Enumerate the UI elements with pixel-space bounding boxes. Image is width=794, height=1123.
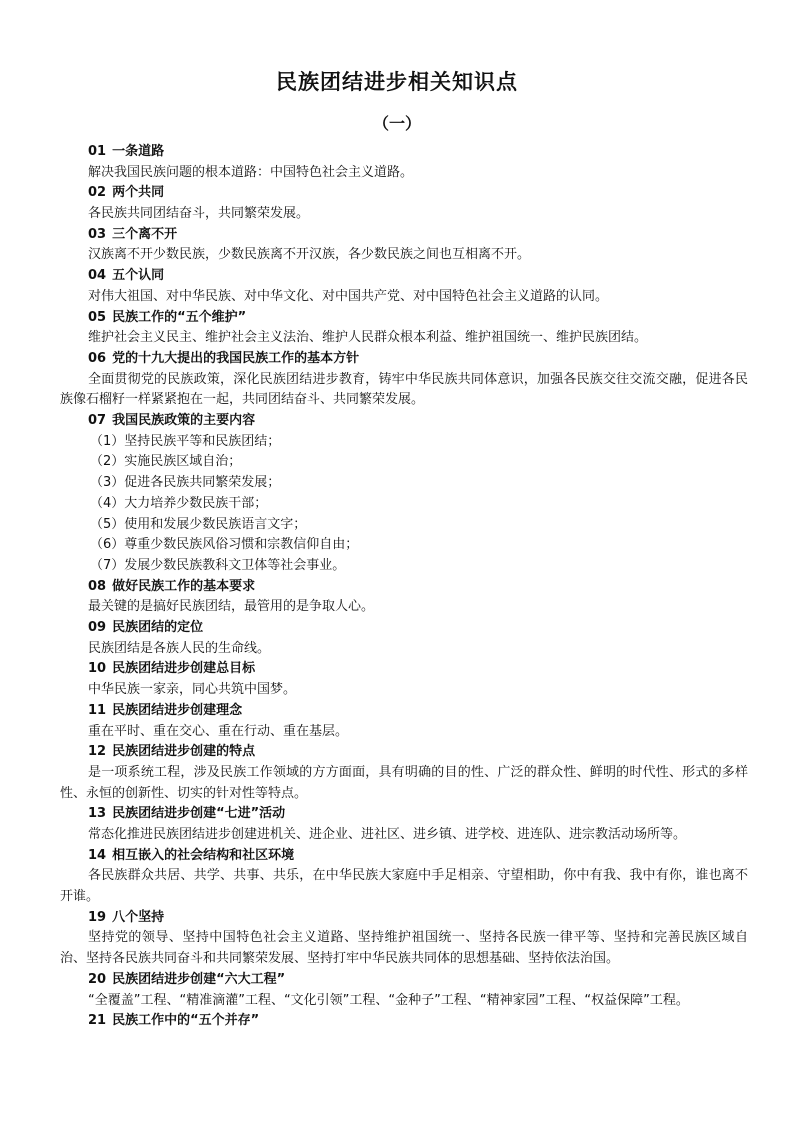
section-number: 09 [88,620,107,636]
section-text: 解决我国民族问题的根本道路：中国特色社会主义道路。 [88,164,414,180]
section-title: 民族团结进步创建的特点 [112,744,256,760]
section-number: 20 [88,971,107,987]
section-title: 相互嵌入的社会结构和社区环境 [112,847,295,863]
section-text: 各民族共同团结奋斗，共同繁荣发展。 [88,206,310,222]
section-text: 汉族离不开少数民族，少数民族离不开汉族，各少数民族之间也互相离不开。 [88,247,531,263]
section-heading [88,142,748,163]
section-number: 08 [88,578,107,594]
section-number: 11 [88,702,107,718]
section-heading [88,659,748,680]
list-item: （3）促进各民族共同繁荣发展； [90,475,281,491]
section-number: 21 [88,1013,107,1029]
section-text: 常态化推进民族团结进步创建进机关、进企业、进社区、进乡镇、进学校、进连队、进宗教活动场所等。 [88,827,687,842]
section-title: 民族团结进步创建“六大工程” [112,971,286,987]
section-heading [88,308,748,329]
page-title: 民族团结进步相关知识点 [276,70,518,94]
section-text: 最关键的是搞好民族团结，最管用的是争取人心。 [88,599,375,615]
section-text: 各民族群众共居、共学、共事、共乐，在中华民族大家庭中手足相亲、守望相助，你中有我、我中有你，谁也离不开谁。 [60,868,748,905]
section-heading [88,225,748,246]
section-title: 做好民族工作的基本要求 [112,578,256,594]
section-title: 一条道路 [112,144,165,159]
section-number: 05 [88,309,107,325]
section-title: 党的十九大提出的我国民族工作的基本方针 [112,350,360,366]
section-heading [88,411,748,432]
section-text: 是一项系统工程，涉及民族工作领域的方方面面，具有明确的目的性、广泛的群众性、鲜明的时代性、形式的多样性、永恒的创新性、切实的针对性等特点。 [60,764,748,801]
section-heading [88,846,748,867]
section-title: 民族团结进步创建理念 [112,702,243,718]
section-number: 14 [88,847,107,863]
section-title: 五个认同 [112,268,165,284]
page-subtitle: （一） [372,114,421,133]
section-text: 维护社会主义民主、维护社会主义法治、维护人民群众根本利益、维护祖国统一、维护民族团结。 [88,330,648,346]
section-heading [88,1011,748,1032]
section-title: 民族工作中的“五个并存” [112,1013,260,1029]
list-item: （6）尊重少数民族风俗习惯和宗教信仰自由； [90,537,359,553]
section-title: 三个离不开 [112,226,178,242]
section-text: 坚持党的领导、坚持中国特色社会主义道路、坚持维护祖国统一、坚持各民族一律平等、坚持和完善民族区域自治、坚持各民族共同奋斗和共同繁荣发展、坚持打牢中华民族共同体的思想基础、坚持依法治国。 [60,930,748,967]
section-heading [88,618,748,639]
section-heading [88,804,748,825]
section-text: 全面贯彻党的民族政策，深化民族团结进步教育，铸牢中华民族共同体意识，加强各民族交往交流交融，促进各民族像石榴籽一样紧紧抱在一起，共同团结奋斗、共同繁荣发展。 [60,371,748,408]
section-number: 01 [88,144,107,159]
section-title: 八个坚持 [112,909,165,925]
section-heading [88,349,748,370]
section-number: 10 [88,661,107,677]
section-heading [88,266,748,287]
section-number: 19 [88,909,107,925]
section-heading [88,701,748,722]
section-number: 13 [88,806,107,822]
section-title: 民族团结的定位 [112,620,204,636]
list-item: （2）实施民族区域自治； [90,454,242,470]
section-title: 民族团结进步创建总目标 [112,661,256,677]
list-item: （4）大力培养少数民族干部； [90,495,268,511]
list-item: （5）使用和发展少数民族语言文字； [90,516,307,532]
section-text: 民族团结是各族人民的生命线。 [88,640,271,656]
section-number: 02 [88,185,107,201]
section-title: 民族团结进步创建“七进”活动 [112,806,286,822]
section-number: 12 [88,744,107,760]
section-heading [88,908,748,929]
section-title: 两个共同 [112,185,165,201]
section-heading [88,742,748,763]
section-number: 03 [88,226,107,242]
section-heading [88,577,748,598]
section-title: 民族工作的“五个维护” [112,309,247,325]
section-heading [88,183,748,204]
section-text: “全覆盖”工程、“精准滴灌”工程、“文化引领”工程、“金种子”工程、“精神家园”工程、“权益保障”工程。 [88,992,689,1008]
section-text: 中华民族一家亲，同心共筑中国梦。 [88,682,297,698]
section-number: 04 [88,268,107,284]
section-text: 对伟大祖国、对中华民族、对中华文化、对中国共产党、对中国特色社会主义道路的认同。 [88,288,609,304]
list-item: （7）发展少数民族教科文卫体等社会事业。 [90,557,346,573]
section-text: 重在平时、重在交心、重在行动、重在基层。 [88,723,349,739]
section-number: 07 [88,413,107,429]
section-number: 06 [88,350,107,366]
list-item: （1）坚持民族平等和民族团结； [90,433,281,449]
section-heading [88,970,748,991]
document-body [60,142,748,1032]
section-title: 我国民族政策的主要内容 [112,413,256,429]
